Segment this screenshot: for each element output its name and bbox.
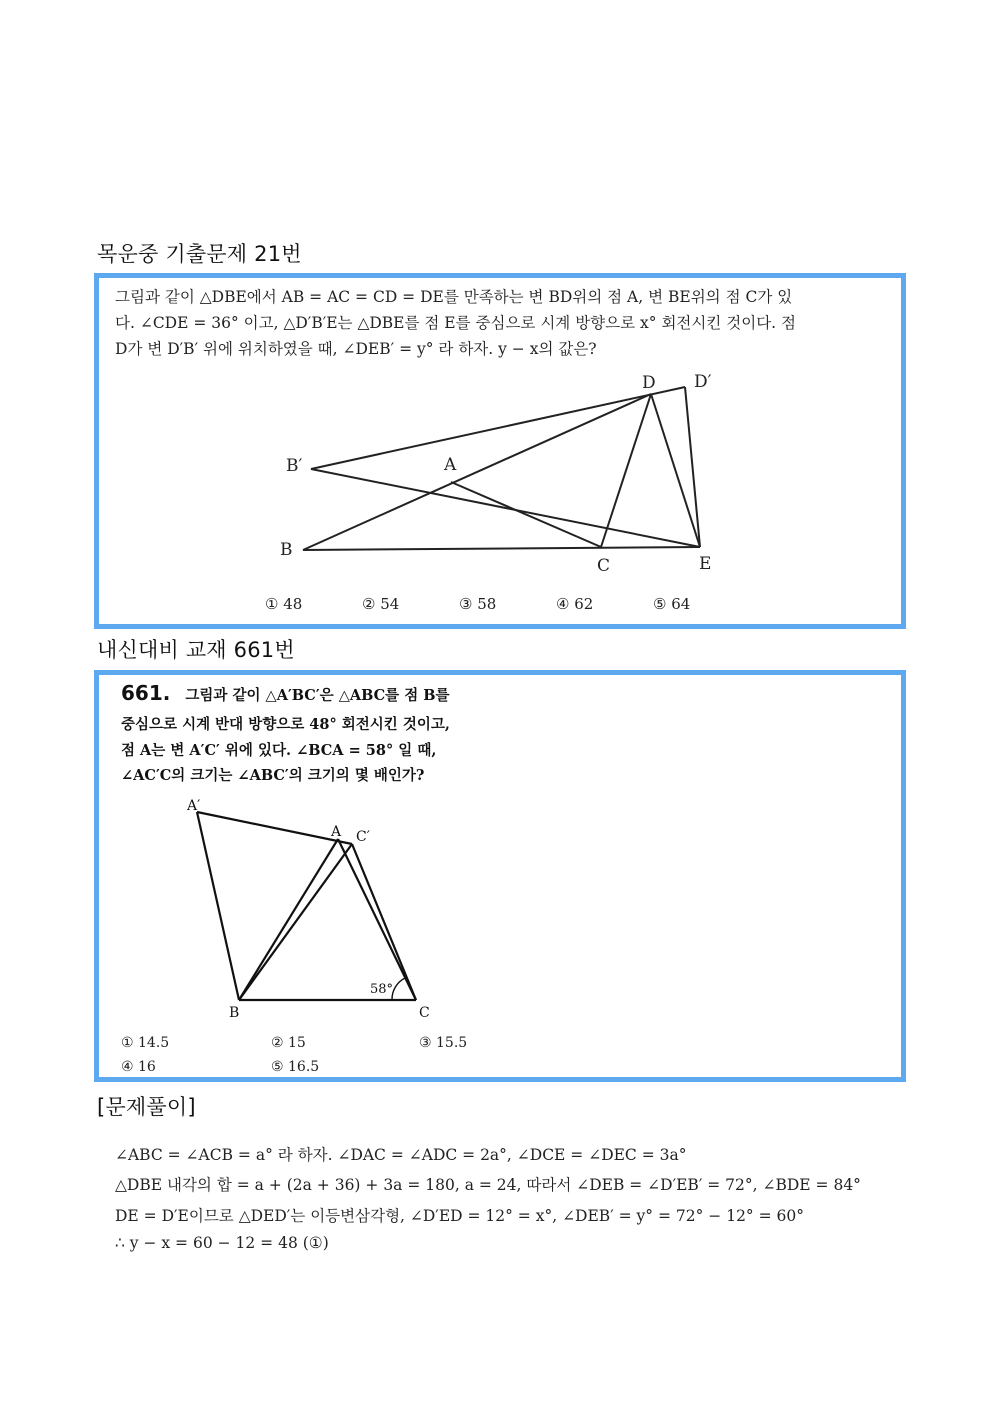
solution-line3: DE = D′E이므로 △DED′는 이등변삼각형, ∠D′ED = 12° = x°, ∠DEB′ = y° = 72° − 12° = 60° xyxy=(115,1207,804,1225)
solution-line1: ∠ABC = ∠ACB = a° 라 하자. ∠DAC = ∠ADC = 2a°, ∠DCE = ∠DEC = 3a° xyxy=(115,1146,687,1164)
problem1-line3: D가 변 D′B′ 위에 위치하였을 때, ∠DEB′ = y° 라 하자. y − x의 값은? xyxy=(115,340,597,358)
solution-line4: ∴ y − x = 60 − 12 = 48 (①) xyxy=(115,1234,329,1252)
label-D-prime: D′ xyxy=(694,372,712,392)
label-C: C xyxy=(597,556,611,576)
solution-line2: △DBE 내각의 합 = a + (2a + 36) + 3a = 180, a = 24, 따라서 ∠DEB = ∠D′EB′ = 72°, ∠BDE = 84° xyxy=(115,1176,861,1194)
label-E: E xyxy=(699,554,712,574)
choice-4[interactable]: ④ 62 xyxy=(556,595,594,613)
label-C: C xyxy=(419,1005,430,1021)
choice-5[interactable]: ⑤ 64 xyxy=(653,595,691,613)
choice-2[interactable]: ② 15 xyxy=(271,1035,306,1051)
label-angle-58: 58° xyxy=(370,982,394,997)
problem2-number: 661. xyxy=(121,681,171,705)
problem2-line2: 중심으로 시계 반대 방향으로 48° 회전시킨 것이고, xyxy=(121,716,450,733)
choice-2[interactable]: ② 54 xyxy=(362,595,400,613)
choice-1[interactable]: ① 14.5 xyxy=(121,1035,170,1051)
label-A: A xyxy=(444,455,457,475)
label-D: D xyxy=(642,373,656,393)
choice-1[interactable]: ① 48 xyxy=(265,595,303,613)
problem1-choices xyxy=(99,595,899,617)
label-A-prime: A′ xyxy=(187,798,201,814)
problem-box-1 xyxy=(94,273,906,629)
problem2-choices xyxy=(99,1035,899,1079)
section-title-1: 목운중 기출문제 21번 xyxy=(97,242,302,266)
solution-title: [문제풀이] xyxy=(97,1095,196,1119)
choice-5[interactable]: ⑤ 16.5 xyxy=(271,1059,320,1075)
problem-box-2 xyxy=(94,670,906,1082)
problem2-line1-text: 그림과 같이 △A′BC′은 △ABC를 점 B를 xyxy=(185,687,450,704)
figure-rotated-triangle-abc xyxy=(99,675,901,1077)
problem1-line2: 다. ∠CDE = 36° 이고, △D′B′E는 △DBE를 점 E를 중심으로 시계 방향으로 x° 회전시킨 것이다. 점 xyxy=(115,314,797,332)
problem1-line1: 그림과 같이 △DBE에서 AB = AC = CD = DE를 만족하는 변 BD위의 점 A, 변 BE위의 점 C가 있 xyxy=(115,288,793,306)
label-C-prime: C′ xyxy=(356,829,370,845)
label-B: B xyxy=(280,540,293,560)
choice-4[interactable]: ④ 16 xyxy=(121,1059,156,1075)
label-A: A xyxy=(331,824,342,840)
section-title-2: 내신대비 교재 661번 xyxy=(97,638,295,662)
choice-3[interactable]: ③ 15.5 xyxy=(419,1035,468,1051)
problem2-line3: 점 A는 변 A′C′ 위에 있다. ∠BCA = 58° 일 때, xyxy=(121,742,437,759)
figure-rotated-triangle-dbe xyxy=(99,278,901,624)
label-B: B xyxy=(229,1005,240,1021)
choice-3[interactable]: ③ 58 xyxy=(459,595,497,613)
problem2-line4: ∠AC′C의 크기는 ∠ABC′의 크기의 몇 배인가? xyxy=(121,767,425,784)
label-B-prime: B′ xyxy=(286,456,303,476)
